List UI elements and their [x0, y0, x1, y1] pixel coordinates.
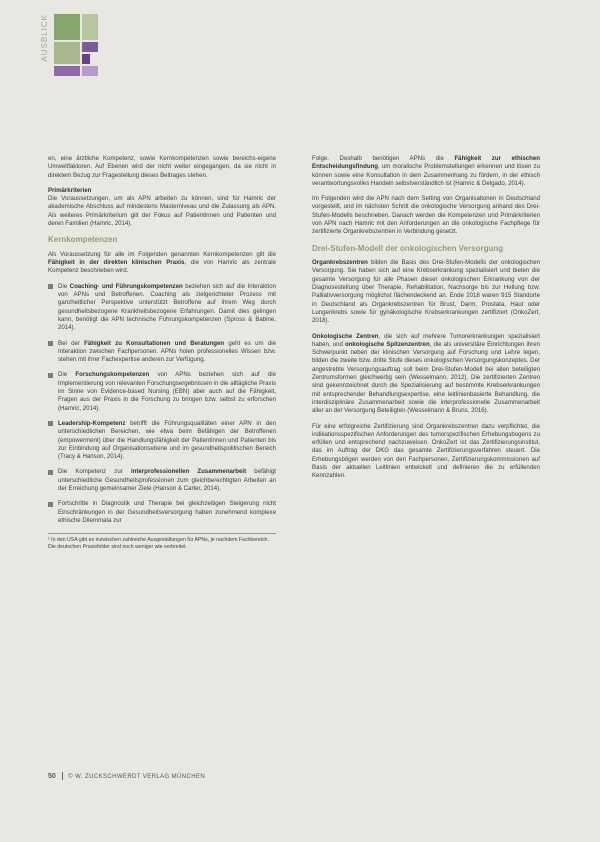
- logo-square: [54, 42, 80, 64]
- list-item: Die Coaching- und Führungskompetenzen beziehen sich auf die Interaktion von APNs und Betroffenen. Coaching als zielgerichteter Prozess mit ganzheitlicher Perspektive unterstützt Betroffene auf ihrem Weg durch gesundheitsbezogene Krankheitsbezogene Erfahrungen. Damit dies gelingen kann, benötigt die APN technische Führungskompetenzen (Spross & Babine, 2014).: [48, 283, 276, 333]
- logo-square: [82, 42, 98, 52]
- competency-list: [48, 283, 276, 525]
- footer-divider: [62, 772, 63, 780]
- list-item: Die Kompetenz zur interprofessionellen Zusammenarbeit befähigt unterschiedliche Gesundheitsprofessionen zum gleichberechtigten Arbeiten an der Erreichung gemeinsamer Ziele (Hanson & Carter, 2014).: [48, 468, 276, 493]
- certification-paragraph: Für eine erfolgreiche Zertifizierung sind Organkrebszentren dazu verpflichtet, die indikationsspezifischen Anforderungen des tumorspezifischen Erhebungsbogens zu erfüllen und entsprechend nachzuweisen. OnkoZert ist das Zertifizierungsinstitut, das im Auftrag der DKG das gesamte Zertifizierungsverfahren steuert. Die Erhebungsbögen werden von den Fachpersonen, Zertifizierungskommissionen auf Basis der aktuellen Leitlinien entwickelt und definieren die zu erfüllenden Kennzahlen.: [312, 422, 540, 480]
- list-item: Bei der Fähigkeit zu Konsultationen und Beratungen geht es um die Interaktion zwischen Fachpersonen. APNs holen professionelles Wissen bzw. stehen mit ihrer Fachexpertise anderen zur Verfügung.: [48, 340, 276, 365]
- centers-paragraph: Onkologische Zentren, die sich auf mehrere Tumorerkrankungen spezialisiert haben, und onkologische Spitzenzentren, die als universitäre Einrichtungen ihren Schwerpunkt neben der klinischen Versorgung auf Forschung und Lehre legen, bilden die zweite bzw. dritte Stufe dieses onkologischen Versorgungskonzeptes. Der angestrebte Versorgungsauftrag soll beim Drei-Stufen-Modell bei allen beteiligten Zentrumsformen gleichwertig sein (Wesselmann, 2012). Die zertifizierten Zentren sind gekennzeichnet durch die Spezialisierung auf bestimmte Krebserkrankungen mit entsprechender Behandlungsexpertise, eine leitlinienbasierte Behandlung, die interdisziplinäre Zusammenarbeit sowie die interprofessionelle Zusammenarbeit aller an der Versorgung Beteiligten (Wesselmann & Bruns, 2016).: [312, 332, 540, 415]
- primaer-title: Primärkriterien: [48, 186, 92, 194]
- continuation-paragraph: Folge. Deshalb benötigen APNs die Fähigkeit zur ethischen Entscheidungsfindung, um moralische Problemstellungen erkennen und lösen zu können sowie eine Konsultation in dem Zusammenhang zu fördern, in der ethisch verantwortungsvolles Handeln selbstverständlich ist (Hamric & Delgado, 2014).: [312, 155, 540, 187]
- kern-heading: Kernkompetenzen: [48, 235, 118, 245]
- list-item: Fortschritte in Diagnostik und Therapie bei gleichzeitigen Steigerung nicht Einschränkungen in der Gesundheitsversorgung haben zunehmend komplexe ethische Dilemmata zur: [48, 500, 276, 525]
- model-heading: Drei-Stufen-Modell der onkologischen Versorgung: [312, 243, 504, 253]
- left-column: [48, 155, 276, 551]
- logo-square: [82, 14, 98, 40]
- section-label: AUSBLICK: [40, 14, 49, 62]
- logo-square: [54, 66, 80, 76]
- list-item: Leadership-Kompetenz betrifft die Führungsqualitäten einer APN in den unterschiedlichen Bereichen, wie etwa beim Befähigen der Betroffenen (empowerment) über die Handlungsfähigkeit der Patientinnen und Patienten bis zur Einbindung auf Organisationsebene und im gesundheitspolitischen Bereich (Tracy & Hanson, 2014).: [48, 420, 276, 461]
- page-footer: [48, 772, 205, 780]
- right-column: [312, 155, 540, 488]
- publisher: © W. ZUCKSCHWERDT VERLAG MÜNCHEN: [68, 773, 206, 780]
- overview-paragraph: Im Folgenden wird die APN nach dem Setting von Organisationen in Deutschland vorgestellt, und im nächsten Schritt die onkologische Versorgung anhand des Drei-Stufen-Modells beschrieben. Danach werden die Kompetenzen und Primärkriterien von APN nach Hamric mit den Anforderungen an die onkologische Fachpflege für zertifizierte Organkrebszentren in Verbindung gesetzt.: [312, 195, 540, 236]
- primaer-paragraph: Die Voraussetzungen, um als APN arbeiten zu können, sind für Hamric der akademische Abschluss auf mindestens Masterniveau und die Zulassung als APN. Als weiteres Primärkriterium gilt der Fokus auf Patientinnen und Patienten und deren Familien (Hamric, 2014).: [48, 195, 276, 228]
- intro-paragraph: en, eine ärztliche Kompetenz, sowie Kernkompetenzen sowie bereichs-eigene Umweltfaktoren. Auf Ebenen wird der nicht weiter eingegangen, da sie nicht in direktem Bezug zur Fragestellung dieses Beitrages stehen.: [48, 155, 276, 179]
- logo-square: [54, 14, 80, 40]
- organ-centers-paragraph: Organkrebszentren bilden die Basis des Drei-Stufen-Modells der onkologischen Versorgung. Sie haben sich auf eine Krebserkrankung spezialisiert und bieten die gesamte Versorgung für alle Phasen dieser onkologischen Erkrankung von der Diagnosestellung über Therapie, Rehabilitation, Nachsorge bis zur Heilung bzw. Palliativversorgung möglichst flächendeckend an. Ende 2018 waren 915 Standorte in Deutschland als Organkrebszentren für Brust, Darm, Prostata, Haut oder Lungenkrebs sowie für gynäkologische Krebserkrankungen zertifiziert (OnkoZert, 2018).: [312, 259, 540, 325]
- logo-square: [82, 54, 90, 64]
- logo-square: [82, 66, 98, 76]
- page-number: 50: [48, 772, 56, 780]
- footnote: ¹ In den USA gibt es inzwischen zahlreiche Ausgestaltungen für APNs, je nachdem Fachbereich. Die deutschen Praxisfelder sind noch weniger wie verbreitet.: [48, 533, 276, 551]
- list-item: Die Forschungskompetenzen von APNs beziehen sich auf die Implementierung von relevanten Forschungsergebnissen in die alltägliche Praxis im Sinne von Evidence-based Nursing (EBN) aber auch auf die Fähigkeit, Fragen aus der Praxis in die Forschung zu bringen bzw. selbst zu erforschen (Hamric, 2014).: [48, 371, 276, 412]
- section-logo: [40, 10, 100, 80]
- kern-intro: Als Voraussetzung für alle im Folgenden genannten Kernkompetenzen gilt die Fähigkeit in der direkten klinischen Praxis, die von Hamric als zentrale Kompetenz beschrieben wird.: [48, 250, 276, 275]
